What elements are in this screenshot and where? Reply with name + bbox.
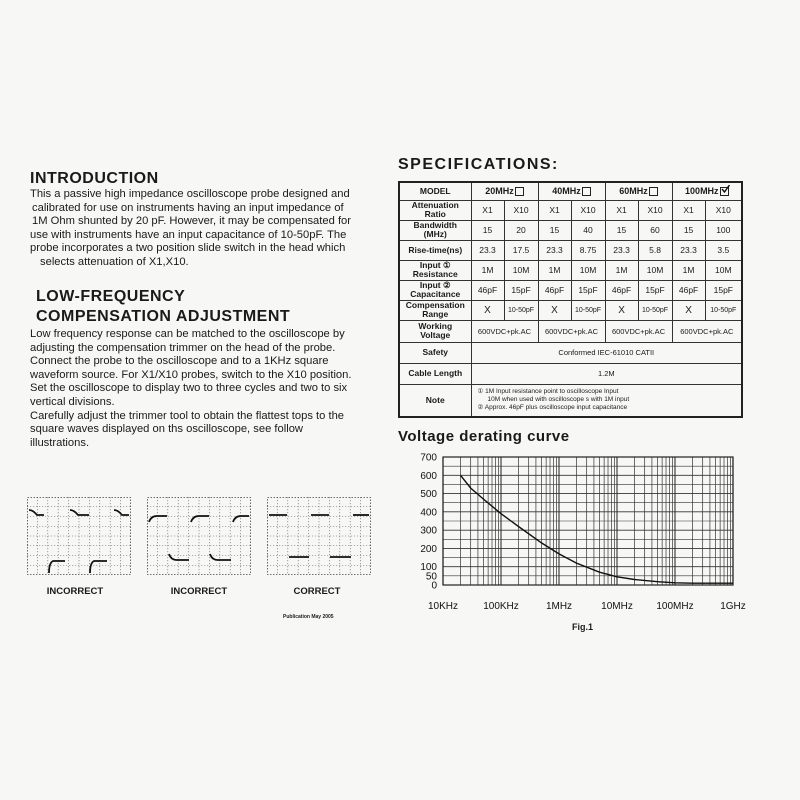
cell: 10M bbox=[504, 260, 538, 280]
label-line: Voltage bbox=[420, 330, 451, 340]
waveform-label-incorrect-1: INCORRECT bbox=[46, 586, 104, 597]
safety-value: Conformed IEC-61010 CATII bbox=[471, 342, 742, 363]
y-tick-label: 600 bbox=[420, 470, 437, 482]
model-label: MODEL bbox=[399, 182, 471, 200]
chart-y-axis bbox=[420, 453, 437, 592]
cell: 60 bbox=[638, 220, 672, 240]
lowfreq-line: adjusting the compensation trimmer on the head of the probe. bbox=[30, 341, 336, 354]
intro-line: selects attenuation of X1,X10. bbox=[40, 255, 189, 268]
spec-row-bandwidth bbox=[399, 220, 742, 240]
model-name: 60MHz bbox=[619, 186, 648, 197]
spec-row-cable-length bbox=[399, 363, 742, 384]
compensation-label bbox=[399, 300, 471, 320]
cell: 1M bbox=[538, 260, 571, 280]
spec-row-input-resistance bbox=[399, 260, 742, 280]
cell: X1 bbox=[672, 200, 705, 220]
specifications-table bbox=[398, 181, 743, 418]
lowfreq-line: Low frequency response can be matched to the oscilloscope by bbox=[30, 328, 345, 340]
note-line: ② Approx. 46pF plus oscilloscope input capacitance bbox=[477, 404, 628, 412]
intro-line: calibrated for use on instruments having an input impedance of bbox=[32, 201, 344, 214]
label-line: Input ② bbox=[419, 280, 451, 290]
cell: 15 bbox=[605, 220, 638, 240]
lowfreq-line: Set the oscilloscope to display two to three cycles and two to six bbox=[30, 382, 348, 395]
working-voltage-label bbox=[399, 320, 471, 342]
spec-row-attenuation bbox=[399, 200, 742, 220]
cell: 100 bbox=[705, 220, 742, 240]
y-tick-label: 50 bbox=[425, 571, 437, 583]
model-100mhz bbox=[672, 182, 742, 200]
model-name: 100MHz bbox=[685, 186, 719, 197]
cell: 1M bbox=[672, 260, 705, 280]
lowfreq-line: illustrations. bbox=[30, 436, 90, 449]
attenuation-label bbox=[399, 200, 471, 220]
cell: 15pF bbox=[504, 280, 538, 300]
checkbox-icon bbox=[515, 187, 524, 196]
note-line: 10M when used with oscilloscope s with 1M input bbox=[487, 396, 630, 404]
model-name: 20MHz bbox=[485, 186, 514, 197]
cell: 15pF bbox=[571, 280, 605, 300]
model-40mhz bbox=[538, 182, 605, 200]
intro-line: 1M Ohm shunted by 20 pF. However, it may be compensated for bbox=[32, 215, 352, 228]
x-tick-label: 100KHz bbox=[483, 601, 519, 612]
cell: 10-50pF bbox=[705, 300, 742, 320]
lowfreq-line: square waves displayed on ths oscilloscope, see follow bbox=[30, 423, 304, 436]
cell: 1M bbox=[471, 260, 504, 280]
cell: 15 bbox=[672, 220, 705, 240]
cell: 17.5 bbox=[504, 240, 538, 260]
cell: 600VDC+pk.AC bbox=[471, 320, 538, 342]
cell: 15pF bbox=[705, 280, 742, 300]
input-capacitance-label bbox=[399, 280, 471, 300]
cell: X10 bbox=[571, 200, 605, 220]
chart-caption: Fig.1 bbox=[572, 622, 594, 632]
introduction-title: INTRODUCTION bbox=[30, 170, 159, 187]
cell: 23.3 bbox=[471, 240, 504, 260]
y-tick-label: 700 bbox=[420, 452, 437, 464]
cell: 10M bbox=[638, 260, 672, 280]
y-tick-label: 200 bbox=[420, 543, 437, 555]
voltage-derating-chart bbox=[395, 448, 785, 618]
y-tick-label: 400 bbox=[420, 507, 437, 519]
cell: X bbox=[605, 300, 638, 320]
cell: 600VDC+pk.AC bbox=[605, 320, 672, 342]
lowfreq-line: waveform source. For X1/X10 probes, switch to the X10 position. bbox=[30, 368, 352, 381]
cell: 46pF bbox=[538, 280, 571, 300]
cell: 23.3 bbox=[672, 240, 705, 260]
cell: X10 bbox=[504, 200, 538, 220]
cell: 3.5 bbox=[705, 240, 742, 260]
cell: 15 bbox=[538, 220, 571, 240]
label-line: Capacitance bbox=[410, 289, 461, 299]
lowfreq-line: Connect the probe to the oscilloscope and to a 1KHz square bbox=[30, 355, 329, 368]
x-tick-label: 100MHz bbox=[656, 601, 694, 612]
lowfreq-line: vertical divisions. bbox=[30, 395, 115, 408]
chart-title: Voltage derating curve bbox=[398, 428, 570, 445]
checkbox-checked-icon bbox=[720, 187, 729, 196]
label-line: (MHz) bbox=[423, 229, 447, 239]
cell: 10M bbox=[571, 260, 605, 280]
cell: 46pF bbox=[471, 280, 504, 300]
cell: X10 bbox=[705, 200, 742, 220]
chart-grid bbox=[443, 457, 733, 585]
note-line: ① 1M Input resistance point to oscilloscope Input bbox=[477, 388, 619, 396]
checkbox-icon bbox=[582, 187, 591, 196]
cell: 8.75 bbox=[571, 240, 605, 260]
y-tick-label: 100 bbox=[420, 562, 437, 574]
cell: 5.8 bbox=[638, 240, 672, 260]
note-value bbox=[471, 384, 742, 417]
cable-length-label: Cable Length bbox=[399, 363, 471, 384]
lowfreq-title-line1: LOW-FREQUENCY bbox=[36, 288, 186, 305]
intro-line: use with instruments have an input capacitance of 10-50pF. The bbox=[30, 228, 347, 241]
cell: 15 bbox=[471, 220, 504, 240]
cell: 600VDC+pk.AC bbox=[538, 320, 605, 342]
label-line: Range bbox=[422, 309, 449, 319]
bandwidth-label bbox=[399, 220, 471, 240]
cell: X1 bbox=[605, 200, 638, 220]
spec-row-compensation bbox=[399, 300, 742, 320]
intro-line: This a passive high impedance oscilloscope probe designed and bbox=[30, 188, 350, 200]
waveform-flat-display bbox=[267, 497, 371, 575]
cell: X1 bbox=[538, 200, 571, 220]
safety-label: Safety bbox=[399, 342, 471, 363]
waveform-trace bbox=[149, 516, 249, 560]
label-line: Input ① bbox=[419, 260, 451, 270]
cell: 46pF bbox=[605, 280, 638, 300]
lowfreq-line: Carefully adjust the trimmer tool to obtain the flattest tops to the bbox=[30, 409, 345, 422]
checkbox-icon bbox=[649, 187, 658, 196]
label-line: Attenuation bbox=[411, 200, 459, 210]
cell: 46pF bbox=[672, 280, 705, 300]
note-label: Note bbox=[399, 384, 471, 417]
y-tick-label: 0 bbox=[431, 580, 437, 592]
x-tick-label: 1MHz bbox=[545, 601, 573, 612]
cell: 600VDC+pk.AC bbox=[672, 320, 742, 342]
spec-row-working-voltage bbox=[399, 320, 742, 342]
spec-row-safety bbox=[399, 342, 742, 363]
cell: X bbox=[471, 300, 504, 320]
cell: 40 bbox=[571, 220, 605, 240]
cell: X1 bbox=[471, 200, 504, 220]
lowfreq-title-line2: COMPENSATION ADJUSTMENT bbox=[36, 308, 291, 325]
cell: X bbox=[672, 300, 705, 320]
introduction-text bbox=[30, 188, 370, 270]
publication-note: Publication May 2005 bbox=[283, 614, 334, 620]
y-tick-label: 500 bbox=[420, 489, 437, 501]
spec-row-input-capacitance bbox=[399, 280, 742, 300]
lowfreq-text bbox=[30, 328, 375, 450]
x-tick-label: 1GHz bbox=[720, 601, 746, 612]
cell: 10-50pF bbox=[638, 300, 672, 320]
cell: 10-50pF bbox=[571, 300, 605, 320]
label-line: Ratio bbox=[424, 209, 446, 219]
specifications-title: SPECIFICATIONS: bbox=[398, 156, 559, 173]
x-tick-label: 10KHz bbox=[427, 601, 459, 612]
label-line: Resistance bbox=[412, 269, 458, 279]
label-line: Bandwidth bbox=[413, 220, 457, 230]
cell: 20 bbox=[504, 220, 538, 240]
label-line: Compensation bbox=[405, 300, 465, 310]
spec-row-note bbox=[399, 384, 742, 417]
cell: 23.3 bbox=[605, 240, 638, 260]
spec-row-model bbox=[399, 182, 742, 200]
cell: X10 bbox=[638, 200, 672, 220]
model-name: 40MHz bbox=[552, 186, 581, 197]
x-tick-label: 10MHz bbox=[601, 601, 633, 612]
input-resistance-label bbox=[399, 260, 471, 280]
cell: 15pF bbox=[638, 280, 672, 300]
cell: 10-50pF bbox=[504, 300, 538, 320]
risetime-label: Rise-time(ns) bbox=[399, 240, 471, 260]
waveform-overshoot-display bbox=[27, 497, 131, 575]
waveform-undershoot-display bbox=[147, 497, 251, 575]
waveform-label-incorrect-2: INCORRECT bbox=[170, 586, 228, 597]
model-60mhz bbox=[605, 182, 672, 200]
cell: 23.3 bbox=[538, 240, 571, 260]
label-line: Working bbox=[418, 321, 453, 331]
cell: 10M bbox=[705, 260, 742, 280]
cell: X bbox=[538, 300, 571, 320]
model-20mhz bbox=[471, 182, 538, 200]
waveform-label-correct: CORRECT bbox=[293, 586, 341, 597]
spec-row-risetime bbox=[399, 240, 742, 260]
chart-x-axis bbox=[428, 601, 746, 612]
y-tick-label: 300 bbox=[420, 525, 437, 537]
cable-length-value: 1.2M bbox=[471, 363, 742, 384]
cell: 1M bbox=[605, 260, 638, 280]
intro-line: probe incorporates a two position slide switch in the head which bbox=[30, 242, 346, 255]
